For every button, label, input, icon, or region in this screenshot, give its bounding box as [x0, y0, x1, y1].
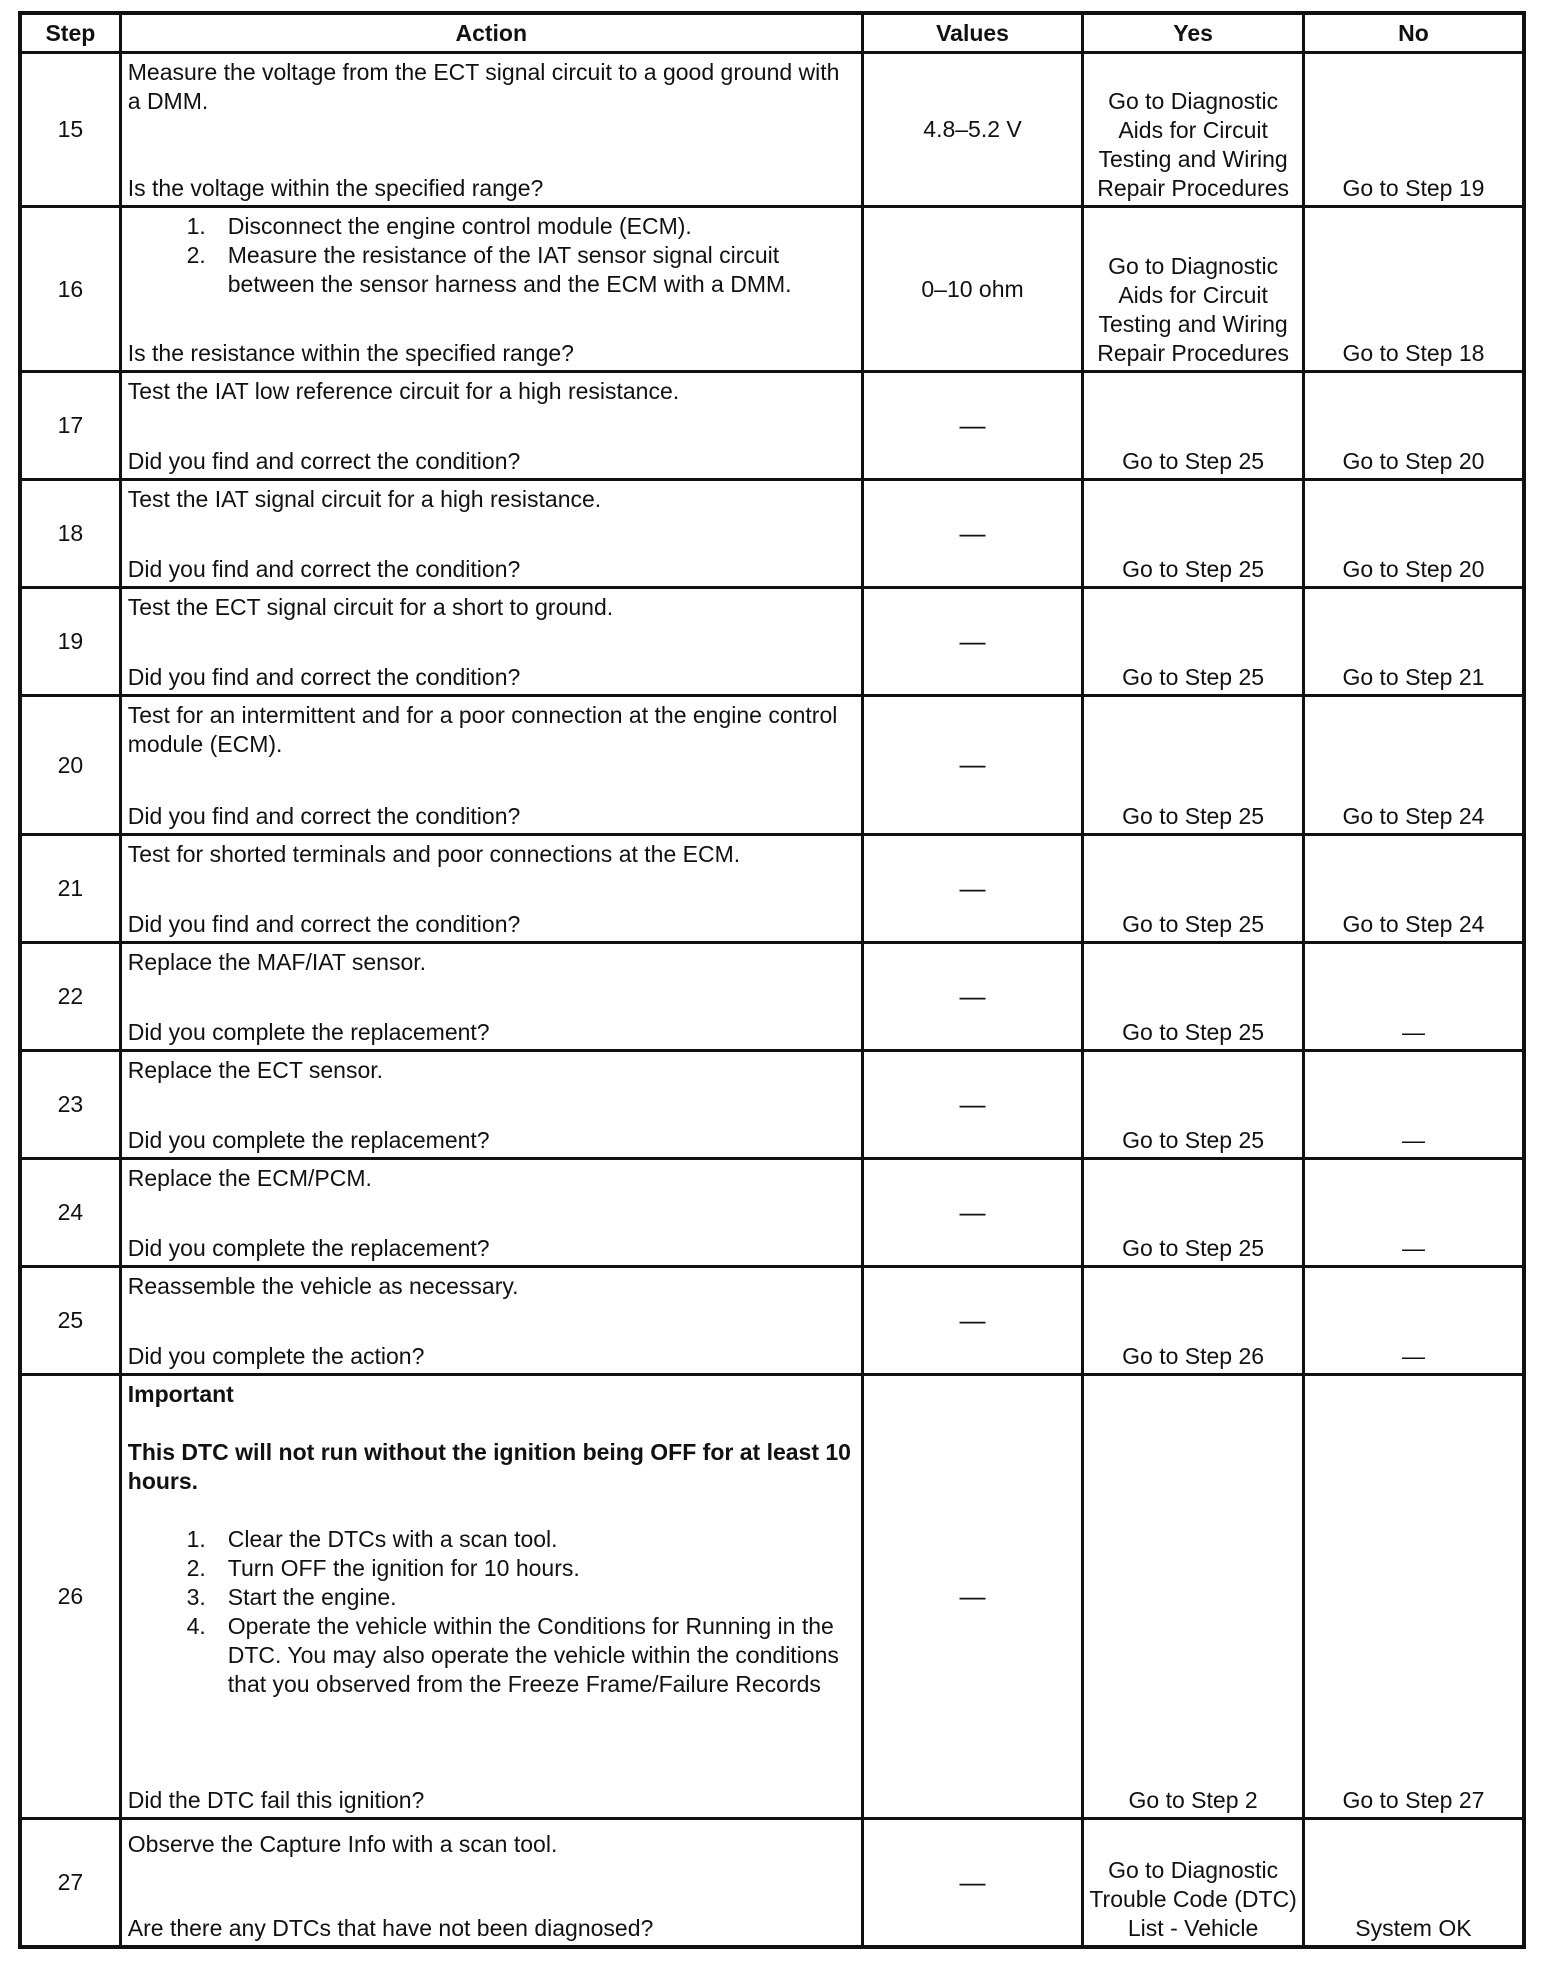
values-cell	[862, 372, 1083, 480]
list-item	[128, 1525, 855, 1554]
no-result: —	[1303, 1267, 1524, 1375]
values-dash: —	[959, 625, 986, 656]
no-result: Go to Step 24	[1303, 696, 1524, 835]
action-question: Did you find and correct the condition?	[127, 556, 521, 582]
action-cell	[120, 480, 862, 588]
table-row	[20, 480, 1524, 588]
table-row	[20, 53, 1524, 207]
header-action: Action	[120, 13, 862, 53]
action-instruction: Test the IAT signal circuit for a high resistance.	[127, 486, 602, 512]
action-cell	[120, 53, 862, 207]
list-item-text: Disconnect the engine control module (ECM).	[227, 213, 692, 239]
action-instruction: Replace the MAF/IAT sensor.	[127, 949, 427, 975]
yes-result: Go to Step 25	[1083, 943, 1304, 1051]
action-question: Did the DTC fail this ignition?	[127, 1787, 425, 1813]
list-item-text: Turn OFF the ignition for 10 hours.	[227, 1555, 580, 1581]
list-item	[128, 1612, 855, 1699]
yes-result: Go to Step 25	[1083, 372, 1304, 480]
important-title: Important	[127, 1381, 234, 1407]
no-result: Go to Step 27	[1303, 1375, 1524, 1819]
step-number: 19	[20, 588, 120, 696]
no-result: —	[1303, 1051, 1524, 1159]
no-result: Go to Step 24	[1303, 835, 1524, 943]
action-cell	[120, 835, 862, 943]
table-row	[20, 696, 1524, 835]
list-item-number: 1.	[186, 213, 206, 239]
yes-result: Go to Step 2	[1083, 1375, 1304, 1819]
action-question: Did you find and correct the condition?	[127, 664, 521, 690]
no-result: Go to Step 21	[1303, 588, 1524, 696]
step-number: 21	[20, 835, 120, 943]
table-row	[20, 1375, 1524, 1819]
no-result: Go to Step 20	[1303, 372, 1524, 480]
values-cell	[862, 1159, 1083, 1267]
header-yes: Yes	[1083, 13, 1304, 53]
list-item	[128, 241, 855, 299]
values-dash: —	[959, 1088, 986, 1119]
header-step: Step	[20, 13, 120, 53]
list-item	[128, 212, 855, 241]
values-dash: —	[959, 1196, 986, 1227]
values-cell: 0–10 ohm	[862, 207, 1083, 372]
action-question: Did you find and correct the condition?	[127, 911, 521, 937]
values-dash: —	[959, 980, 986, 1011]
values-cell	[862, 1375, 1083, 1819]
table-row	[20, 1051, 1524, 1159]
action-instruction: Replace the ECT sensor.	[127, 1057, 384, 1083]
step-number: 25	[20, 1267, 120, 1375]
values-dash: —	[959, 749, 986, 779]
values-dash: —	[959, 409, 986, 440]
yes-result: Go to Diagnostic Aids for Circuit Testing and Wiring Repair Procedures	[1083, 53, 1304, 207]
step-number: 16	[20, 207, 120, 372]
table-row	[20, 372, 1524, 480]
no-result: Go to Step 20	[1303, 480, 1524, 588]
step-number: 26	[20, 1375, 120, 1819]
list-item-text: Clear the DTCs with a scan tool.	[227, 1526, 558, 1552]
values-cell	[862, 835, 1083, 943]
action-cell	[120, 1819, 862, 1948]
header-no: No	[1303, 13, 1524, 53]
yes-result: Go to Step 25	[1083, 480, 1304, 588]
table-row	[20, 1159, 1524, 1267]
values-cell	[862, 943, 1083, 1051]
list-item-number: 2.	[186, 1555, 206, 1581]
list-item-number: 1.	[186, 1526, 206, 1552]
action-instruction: Observe the Capture Info with a scan tool.	[127, 1831, 558, 1857]
step-number: 27	[20, 1819, 120, 1948]
action-steps-list	[128, 1525, 855, 1699]
action-question: Are there any DTCs that have not been diagnosed?	[127, 1915, 654, 1941]
yes-result: Go to Step 25	[1083, 588, 1304, 696]
step-number: 15	[20, 53, 120, 207]
action-cell	[120, 1051, 862, 1159]
table-row	[20, 588, 1524, 696]
action-cell	[120, 943, 862, 1051]
no-result: —	[1303, 943, 1524, 1051]
no-result: —	[1303, 1159, 1524, 1267]
action-question: Is the voltage within the specified range?	[127, 175, 544, 201]
list-item-number: 2.	[186, 242, 206, 268]
list-item-number: 3.	[186, 1584, 206, 1610]
values-dash: —	[959, 1580, 986, 1611]
values-dash: —	[959, 872, 986, 903]
step-number: 24	[20, 1159, 120, 1267]
action-instruction: Measure the voltage from the ECT signal circuit to a good ground with a DMM.	[127, 59, 840, 114]
values-cell	[862, 588, 1083, 696]
table-row	[20, 943, 1524, 1051]
values-cell	[862, 1819, 1083, 1948]
table-row	[20, 1267, 1524, 1375]
step-number: 20	[20, 696, 120, 835]
yes-result: Go to Step 25	[1083, 1159, 1304, 1267]
table-row	[20, 835, 1524, 943]
step-number: 23	[20, 1051, 120, 1159]
yes-result: Go to Diagnostic Trouble Code (DTC) List - Vehicle	[1083, 1819, 1304, 1948]
action-question: Did you complete the replacement?	[127, 1127, 490, 1153]
list-item-text: Operate the vehicle within the Conditions for Running in the DTC. You may also operate the vehicle within the conditions that you observed from the Freeze Frame/Failure Records	[227, 1613, 839, 1697]
important-note	[128, 1380, 855, 1699]
list-item-text: Measure the resistance of the IAT sensor signal circuit between the sensor harness and the ECM with a DMM.	[227, 242, 792, 297]
action-question: Did you complete the replacement?	[127, 1235, 490, 1261]
values-cell	[862, 696, 1083, 835]
step-number: 17	[20, 372, 120, 480]
action-question: Did you find and correct the condition?	[127, 803, 521, 829]
action-cell	[120, 588, 862, 696]
table-header-row	[20, 13, 1524, 53]
no-result: Go to Step 19	[1303, 53, 1524, 207]
diagnostic-steps-table	[18, 11, 1526, 1949]
yes-result: Go to Diagnostic Aids for Circuit Testing and Wiring Repair Procedures	[1083, 207, 1304, 372]
values-dash: —	[959, 1304, 986, 1335]
yes-result: Go to Step 25	[1083, 1051, 1304, 1159]
values-dash: —	[959, 1866, 986, 1897]
action-instruction: Reassemble the vehicle as necessary.	[127, 1273, 519, 1299]
no-result: Go to Step 18	[1303, 207, 1524, 372]
yes-result: Go to Step 26	[1083, 1267, 1304, 1375]
yes-result: Go to Step 25	[1083, 835, 1304, 943]
action-cell	[120, 696, 862, 835]
action-cell	[120, 1375, 862, 1819]
list-item-text: Start the engine.	[227, 1584, 397, 1610]
list-item	[128, 1583, 855, 1612]
values-cell: 4.8–5.2 V	[862, 53, 1083, 207]
no-result: System OK	[1303, 1819, 1524, 1948]
action-cell	[120, 207, 862, 372]
action-instruction: Test the IAT low reference circuit for a high resistance.	[127, 378, 680, 404]
action-instruction: Test for shorted terminals and poor connections at the ECM.	[127, 841, 741, 867]
action-instruction: Replace the ECM/PCM.	[127, 1165, 372, 1191]
yes-result: Go to Step 25	[1083, 696, 1304, 835]
values-dash: —	[959, 517, 986, 548]
list-item	[128, 1554, 855, 1583]
action-cell	[120, 1267, 862, 1375]
action-cell	[120, 372, 862, 480]
important-text: This DTC will not run without the ignition being OFF for at least 10 hours.	[127, 1439, 851, 1494]
step-number: 18	[20, 480, 120, 588]
action-cell	[120, 1159, 862, 1267]
action-question: Did you find and correct the condition?	[127, 448, 521, 474]
action-question: Did you complete the action?	[127, 1343, 425, 1369]
values-cell	[862, 1051, 1083, 1159]
action-question: Is the resistance within the specified range?	[127, 340, 574, 366]
action-instruction: Test for an intermittent and for a poor connection at the engine control module (ECM).	[127, 702, 838, 757]
action-question: Did you complete the replacement?	[127, 1019, 490, 1045]
action-steps-list	[128, 212, 855, 299]
header-values: Values	[862, 13, 1083, 53]
values-cell	[862, 480, 1083, 588]
list-item-number: 4.	[186, 1613, 206, 1639]
step-number: 22	[20, 943, 120, 1051]
table-row	[20, 1819, 1524, 1948]
table-row	[20, 207, 1524, 372]
values-cell	[862, 1267, 1083, 1375]
action-instruction: Test the ECT signal circuit for a short to ground.	[127, 594, 614, 620]
